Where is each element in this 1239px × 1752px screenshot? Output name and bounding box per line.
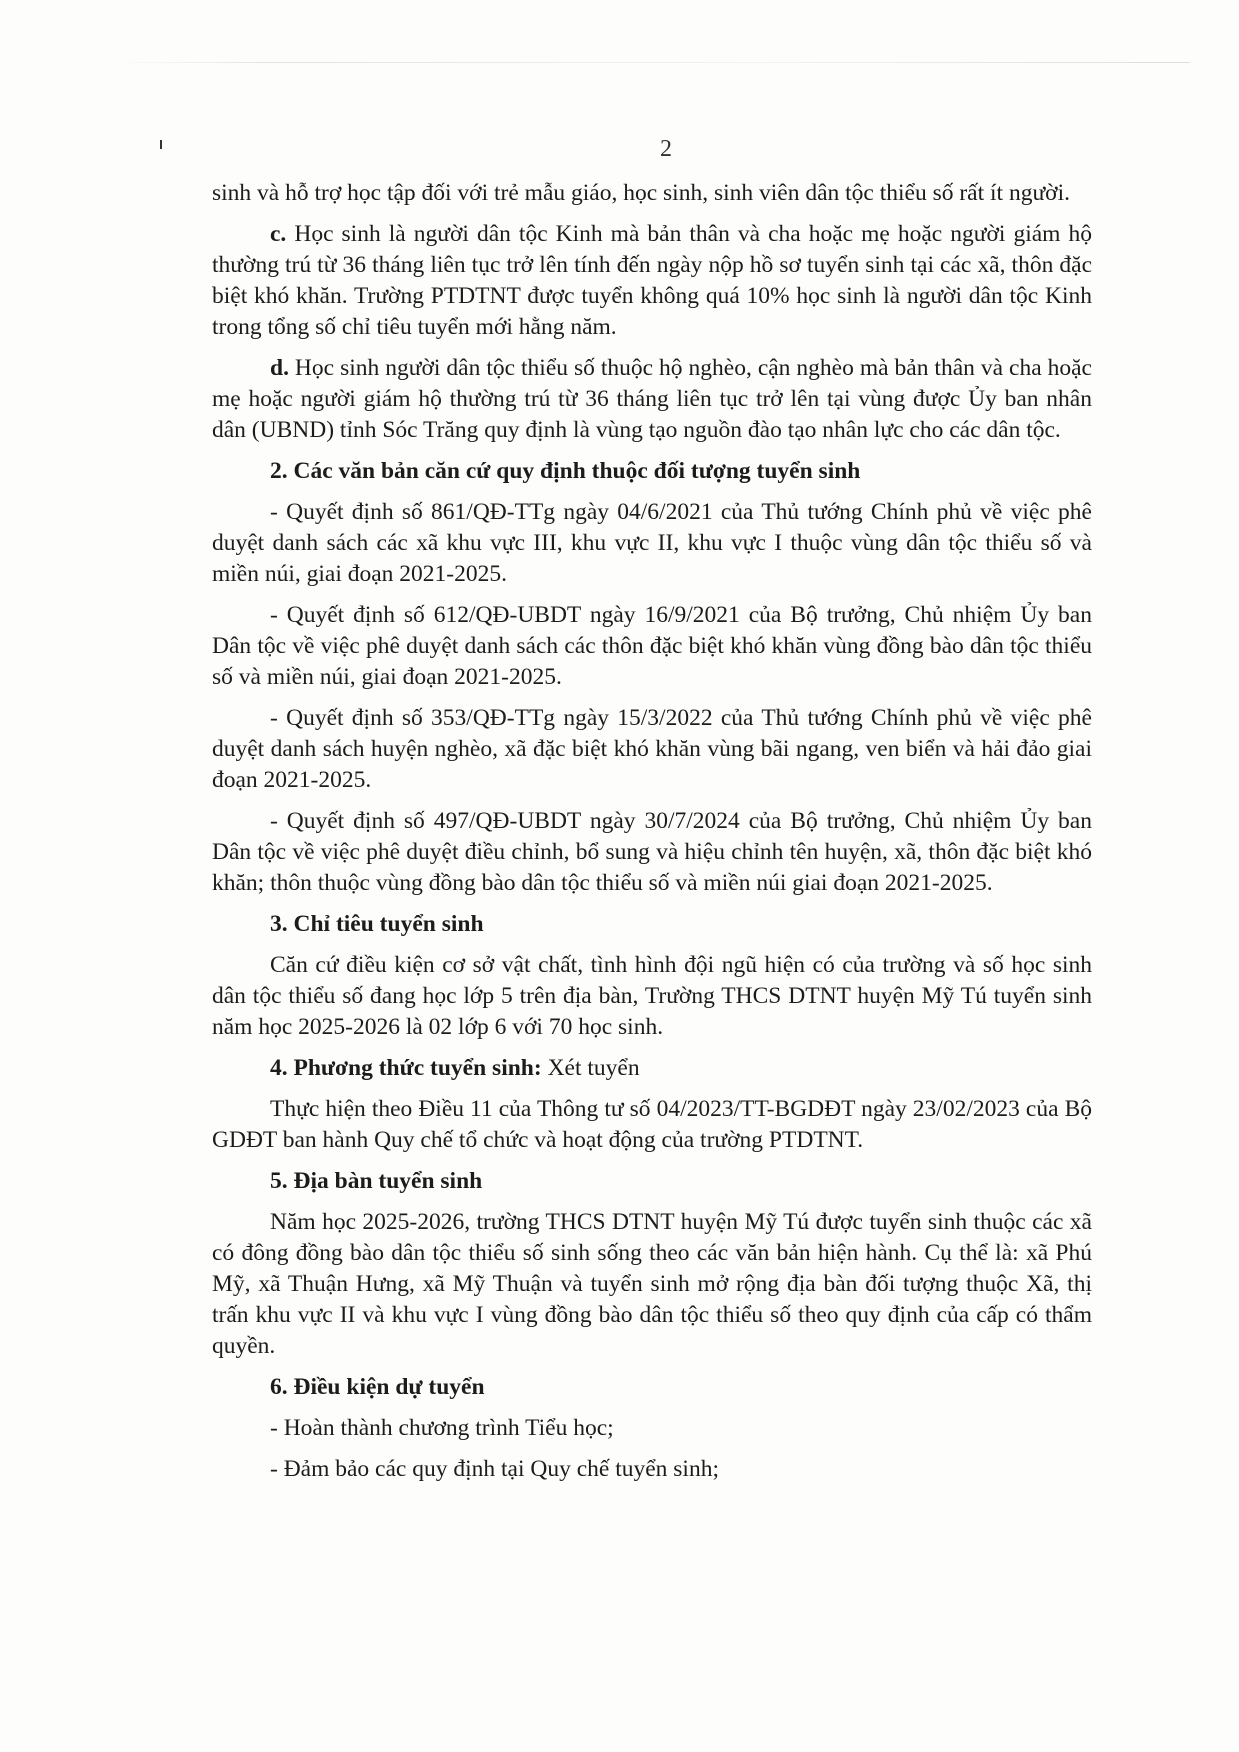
section-4-method: Xét tuyển bbox=[541, 1055, 640, 1081]
condition-primary-completion: - Hoàn thành chương trình Tiểu học; bbox=[270, 1415, 614, 1441]
legal-doc-497: - Quyết định số 497/QĐ-UBDT ngày 30/7/2024 của Bộ trưởng, Chủ nhiệm Ủy ban Dân tộc về việc phê duyệt điều chỉnh, bổ sung và hiệu chỉnh tên huyện, xã, thôn đặc biệt khó khăn; thôn thuộc vùng đồng bào dân tộc thiểu số và miền núi giai đoạn 2021-2025. bbox=[212, 808, 1092, 896]
section-6-heading: 6. Điều kiện dự tuyển bbox=[270, 1374, 485, 1400]
margin-mark bbox=[160, 140, 162, 149]
paragraph-d bbox=[212, 353, 1092, 446]
section-4-paragraph: Thực hiện theo Điều 11 của Thông tư số 04/2023/TT-BGDĐT ngày 23/02/2023 của Bộ GDĐT ban hành Quy chế tổ chức và hoạt động của trường PTDTNT. bbox=[212, 1096, 1092, 1153]
section-4-label: 4. Phương thức tuyển sinh: bbox=[270, 1055, 542, 1081]
item-c-label: c. bbox=[270, 221, 287, 247]
condition-regulations: - Đảm bảo các quy định tại Quy chế tuyển sinh; bbox=[270, 1456, 719, 1482]
section-3-heading: 3. Chỉ tiêu tuyển sinh bbox=[270, 911, 484, 937]
item-c-text: Học sinh là người dân tộc Kinh mà bản thân và cha hoặc mẹ hoặc người giám hộ thường trú từ 36 tháng liên tục trở lên tính đến ngày nộp hồ sơ tuyển sinh tại các xã, thôn đặc biệt khó khăn. Trường PTDTNT được tuyển không quá 10% học sinh là người dân tộc Kinh trong tổng số chỉ tiêu tuyển mới hằng năm. bbox=[212, 221, 1092, 340]
item-d-text: Học sinh người dân tộc thiểu số thuộc hộ nghèo, cận nghèo mà bản thân và cha hoặc mẹ hoặc người giám hộ thường trú từ 36 tháng liên tục trở lên tại vùng được Ủy ban nhân dân (UBND) tỉnh Sóc Trăng quy định là vùng tạo nguồn đào tạo nhân lực cho các dân tộc. bbox=[212, 355, 1092, 443]
legal-doc-612: - Quyết định số 612/QĐ-UBDT ngày 16/9/2021 của Bộ trưởng, Chủ nhiệm Ủy ban Dân tộc về việc phê duyệt danh sách các thôn đặc biệt khó khăn vùng đồng bào dân tộc thiểu số và miền núi, giai đoạn 2021-2025. bbox=[212, 602, 1092, 690]
legal-doc-861: - Quyết định số 861/QĐ-TTg ngày 04/6/2021 của Thủ tướng Chính phủ về việc phê duyệt danh sách các xã khu vực III, khu vực II, khu vực I thuộc vùng dân tộc thiểu số và miền núi, giai đoạn 2021-2025. bbox=[212, 499, 1092, 587]
scan-artifact-line bbox=[110, 62, 1190, 63]
section-4-heading bbox=[212, 1053, 1092, 1084]
section-5-heading: 5. Địa bàn tuyển sinh bbox=[270, 1168, 483, 1194]
section-2-heading: 2. Các văn bản căn cứ quy định thuộc đối tượng tuyển sinh bbox=[270, 458, 861, 484]
paragraph-c bbox=[212, 219, 1092, 343]
item-d-label: d. bbox=[270, 355, 289, 381]
page-number: 2 bbox=[660, 136, 672, 162]
legal-doc-353: - Quyết định số 353/QĐ-TTg ngày 15/3/2022 của Thủ tướng Chính phủ về việc phê duyệt danh sách huyện nghèo, xã đặc biệt khó khăn vùng bãi ngang, ven biển và hải đảo giai đoạn 2021-2025. bbox=[212, 705, 1092, 793]
section-3-paragraph: Căn cứ điều kiện cơ sở vật chất, tình hình đội ngũ hiện có của trường và số học sinh dân tộc thiểu số đang học lớp 5 trên địa bàn, Trường THCS DTNT huyện Mỹ Tú tuyển sinh năm học 2025-2026 là 02 lớp 6 với 70 học sinh. bbox=[212, 952, 1092, 1040]
document-body bbox=[212, 178, 1092, 1495]
section-5-paragraph: Năm học 2025-2026, trường THCS DTNT huyện Mỹ Tú được tuyển sinh thuộc các xã có đông đồng bào dân tộc thiểu số sinh sống theo các văn bản hiện hành. Cụ thể là: xã Phú Mỹ, xã Thuận Hưng, xã Mỹ Thuận và tuyển sinh mở rộng địa bàn đối tượng thuộc Xã, thị trấn khu vực II và khu vực I vùng đồng bào dân tộc thiểu số theo quy định của cấp có thẩm quyền. bbox=[212, 1209, 1092, 1359]
paragraph-intro: sinh và hỗ trợ học tập đối với trẻ mẫu giáo, học sinh, sinh viên dân tộc thiểu số rất ít người. bbox=[212, 180, 1071, 206]
